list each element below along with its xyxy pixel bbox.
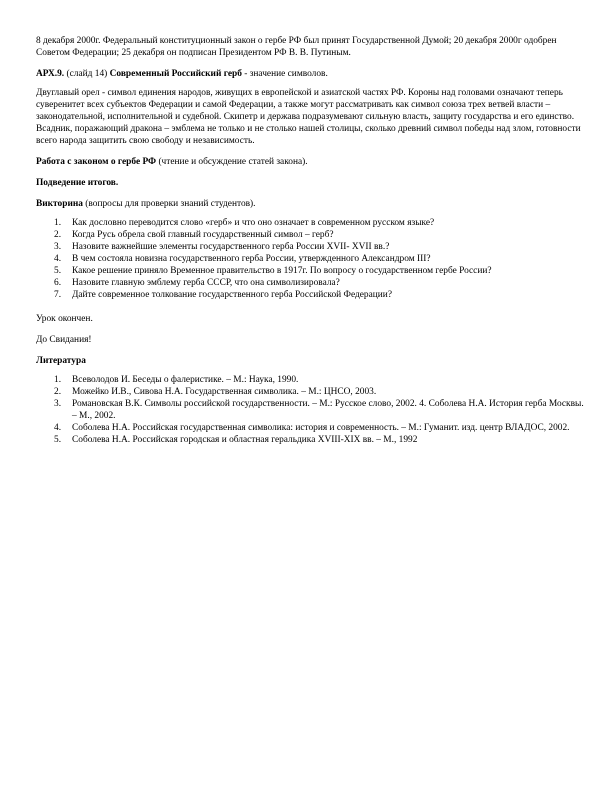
list-item-text: Назовите важнейшие элементы государственного герба России XVII- XVII вв.? (72, 242, 390, 252)
list-item-number: 7. (54, 290, 62, 300)
list-item-text: Можейко И.В., Сивова Н.А. Государственная символика. – М.: ЦНСО, 2003. (72, 387, 377, 397)
list-item-text: Назовите главную эмблему герба СССР, что она символизировала? (72, 278, 340, 288)
work-law-title: Работа с законом о гербе РФ (36, 157, 157, 167)
intro-paragraph: 8 декабря 2000г. Федеральный конституционный закон о гербе РФ был принят Государственной Думой; 20 декабря 2000г одобрен Советом Федерации; 25 декабря он подписан Президентом РФ В. В. Путиным. (36, 36, 557, 58)
quiz-title: Викторина (36, 199, 83, 209)
literature-list (36, 374, 584, 446)
work-law-heading (36, 156, 584, 168)
list-item-number: 1. (54, 375, 62, 385)
list-item-number: 1. (54, 218, 62, 228)
list-item (36, 289, 584, 301)
list-item-number: 6. (54, 278, 62, 288)
section-arch-slide: (слайд 14) (64, 69, 110, 79)
section-arch-heading (36, 68, 584, 80)
list-item-text: Соболева Н.А. Российская государственная символика: история и современность. – М.: Гуманит. изд. центр ВЛАДОС, 2002. (72, 423, 570, 433)
section-arch-code: АРХ.9. (36, 69, 65, 79)
list-item-text: Как дословно переводится слово «герб» и что оно означает в современном русском языке? (72, 218, 435, 228)
symbols-paragraph: Двуглавый орел - символ единения народов, живущих в европейской и азиатской частях РФ. Короны над головами означают теперь суверенитет всех субъектов Федерации и самой Федерации, а также могут рассматривать как символ союза трех ветвей власти – законодательной, исполнительной и судебной. Скипетр и держава подразумевают сильную власть, защиту государства и его единство. Всадник, поражающий дракона – эмблема не только и не столько нашей столицы, сколько древний символ победы над злом, готовности всего народа защитить свою свободу и независимость. (36, 88, 581, 146)
list-item-number: 4. (54, 254, 62, 264)
goodbye-text: До Свидания! (36, 335, 92, 345)
summary-heading: Подведение итогов. (36, 178, 119, 188)
list-item (36, 277, 584, 289)
list-item-number: 2. (54, 387, 62, 397)
list-item-number: 5. (54, 435, 62, 445)
list-item-number: 2. (54, 230, 62, 240)
quiz-list (36, 217, 584, 301)
list-item-text: Какое решение приняло Временное правительство в 1917г. По вопросу о государственном гербе России? (72, 266, 492, 276)
list-item-number: 5. (54, 266, 62, 276)
list-item-number: 4. (54, 423, 62, 433)
quiz-suffix: (вопросы для проверки знаний студентов). (82, 199, 256, 209)
document-page (36, 35, 584, 458)
section-arch-title: Современный Российский герб (109, 69, 242, 79)
list-item-text: Всеволодов И. Беседы о фалеристике. – М.: Наука, 1990. (72, 375, 299, 385)
list-item-text: В чем состояла новизна государственного герба России, утвержденного Александром III? (72, 254, 431, 264)
list-item (36, 253, 584, 265)
list-item-text: Дайте современное толкование государственного герба Российской Федерации? (72, 290, 392, 300)
list-item (36, 374, 584, 386)
list-item (36, 422, 584, 434)
list-item (36, 386, 584, 398)
section-arch-suffix: - значение символов. (241, 69, 328, 79)
list-item (36, 265, 584, 277)
literature-heading: Литература (36, 356, 86, 366)
list-item (36, 229, 584, 241)
quiz-heading (36, 198, 584, 210)
lesson-end-text: Урок окончен. (36, 314, 93, 324)
list-item-text: Романовская В.К. Символы российской государственности. – М.: Русское слово, 2002. 4. Соболева Н.А. История герба Москвы. – М., 2002. (72, 399, 584, 421)
list-item (36, 434, 584, 446)
work-law-suffix: (чтение и обсуждение статей закона). (156, 157, 308, 167)
list-item (36, 398, 584, 422)
list-item-number: 3. (54, 399, 62, 409)
list-item (36, 217, 584, 229)
list-item-text: Соболева Н.А. Российская городская и областная геральдика XVIII-XIX вв. – М., 1992 (72, 435, 418, 445)
list-item-number: 3. (54, 242, 62, 252)
list-item (36, 241, 584, 253)
list-item-text: Когда Русь обрела свой главный государственный символ – герб? (72, 230, 334, 240)
